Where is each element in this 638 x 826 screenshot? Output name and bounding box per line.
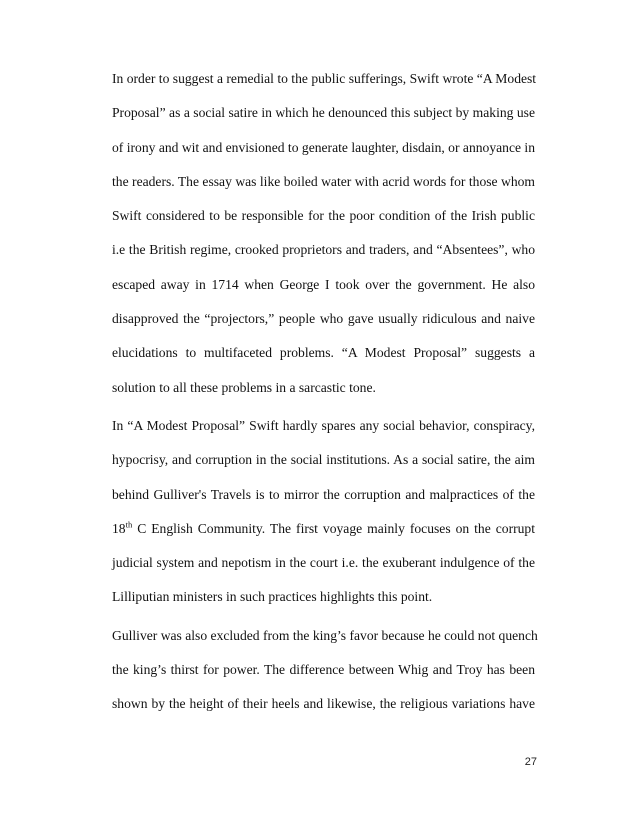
text-line: hypocrisy, and corruption in the social institutions. As a social satire, the aim (112, 452, 535, 468)
text-line: Gulliver was also excluded from the king’s favor because he could not quench (112, 627, 538, 643)
text-line: the readers. The essay was like boiled water with acrid words for those whom (112, 173, 535, 189)
paragraph-2 (112, 409, 535, 615)
text-line: shown by the height of their heels and likewise, the religious variations have (112, 696, 535, 712)
century-number: 18 (112, 520, 126, 536)
text-line: judicial system and nepotism in the court i.e. the exuberant indulgence of the (112, 555, 535, 571)
paragraph-1 (112, 62, 535, 405)
paragraph-3 (112, 619, 538, 722)
text-line: the king’s thirst for power. The difference between Whig and Troy has been (112, 662, 535, 678)
text-line: of irony and wit and envisioned to generate laughter, disdain, or annoyance in (112, 139, 535, 155)
text-line: In “A Modest Proposal” Swift hardly spares any social behavior, conspiracy, (112, 417, 535, 433)
text-line: Proposal” as a social satire in which he denounced this subject by making use (112, 105, 535, 121)
text-line: disapproved the “projectors,” people who gave usually ridiculous and naive (112, 311, 535, 327)
page-number: 27 (524, 756, 537, 768)
document-body (112, 62, 538, 726)
ordinal-superscript: th (125, 519, 133, 530)
text-line: In order to suggest a remedial to the public sufferings, Swift wrote “A Modest (112, 71, 537, 86)
text-line: behind Gulliver's Travels is to mirror the corruption and malpractices of the (112, 486, 535, 502)
text-line-with-superscript (112, 512, 535, 546)
line-remainder: C English Community. The first voyage mainly focuses on the corrupt (132, 520, 535, 536)
text-line: escaped away in 1714 when George I took over the government. He also (112, 276, 535, 292)
text-line: Swift considered to be responsible for the poor condition of the Irish public (112, 208, 535, 224)
text-line: solution to all these problems in a sarcastic tone. (112, 379, 376, 395)
text-line: i.e the British regime, crooked proprietors and traders, and “Absentees”, who (112, 242, 535, 258)
text-line: Lilliputian ministers in such practices highlights this point. (112, 589, 433, 605)
text-line: elucidations to multifaceted problems. “A Modest Proposal” suggests a (112, 345, 535, 361)
